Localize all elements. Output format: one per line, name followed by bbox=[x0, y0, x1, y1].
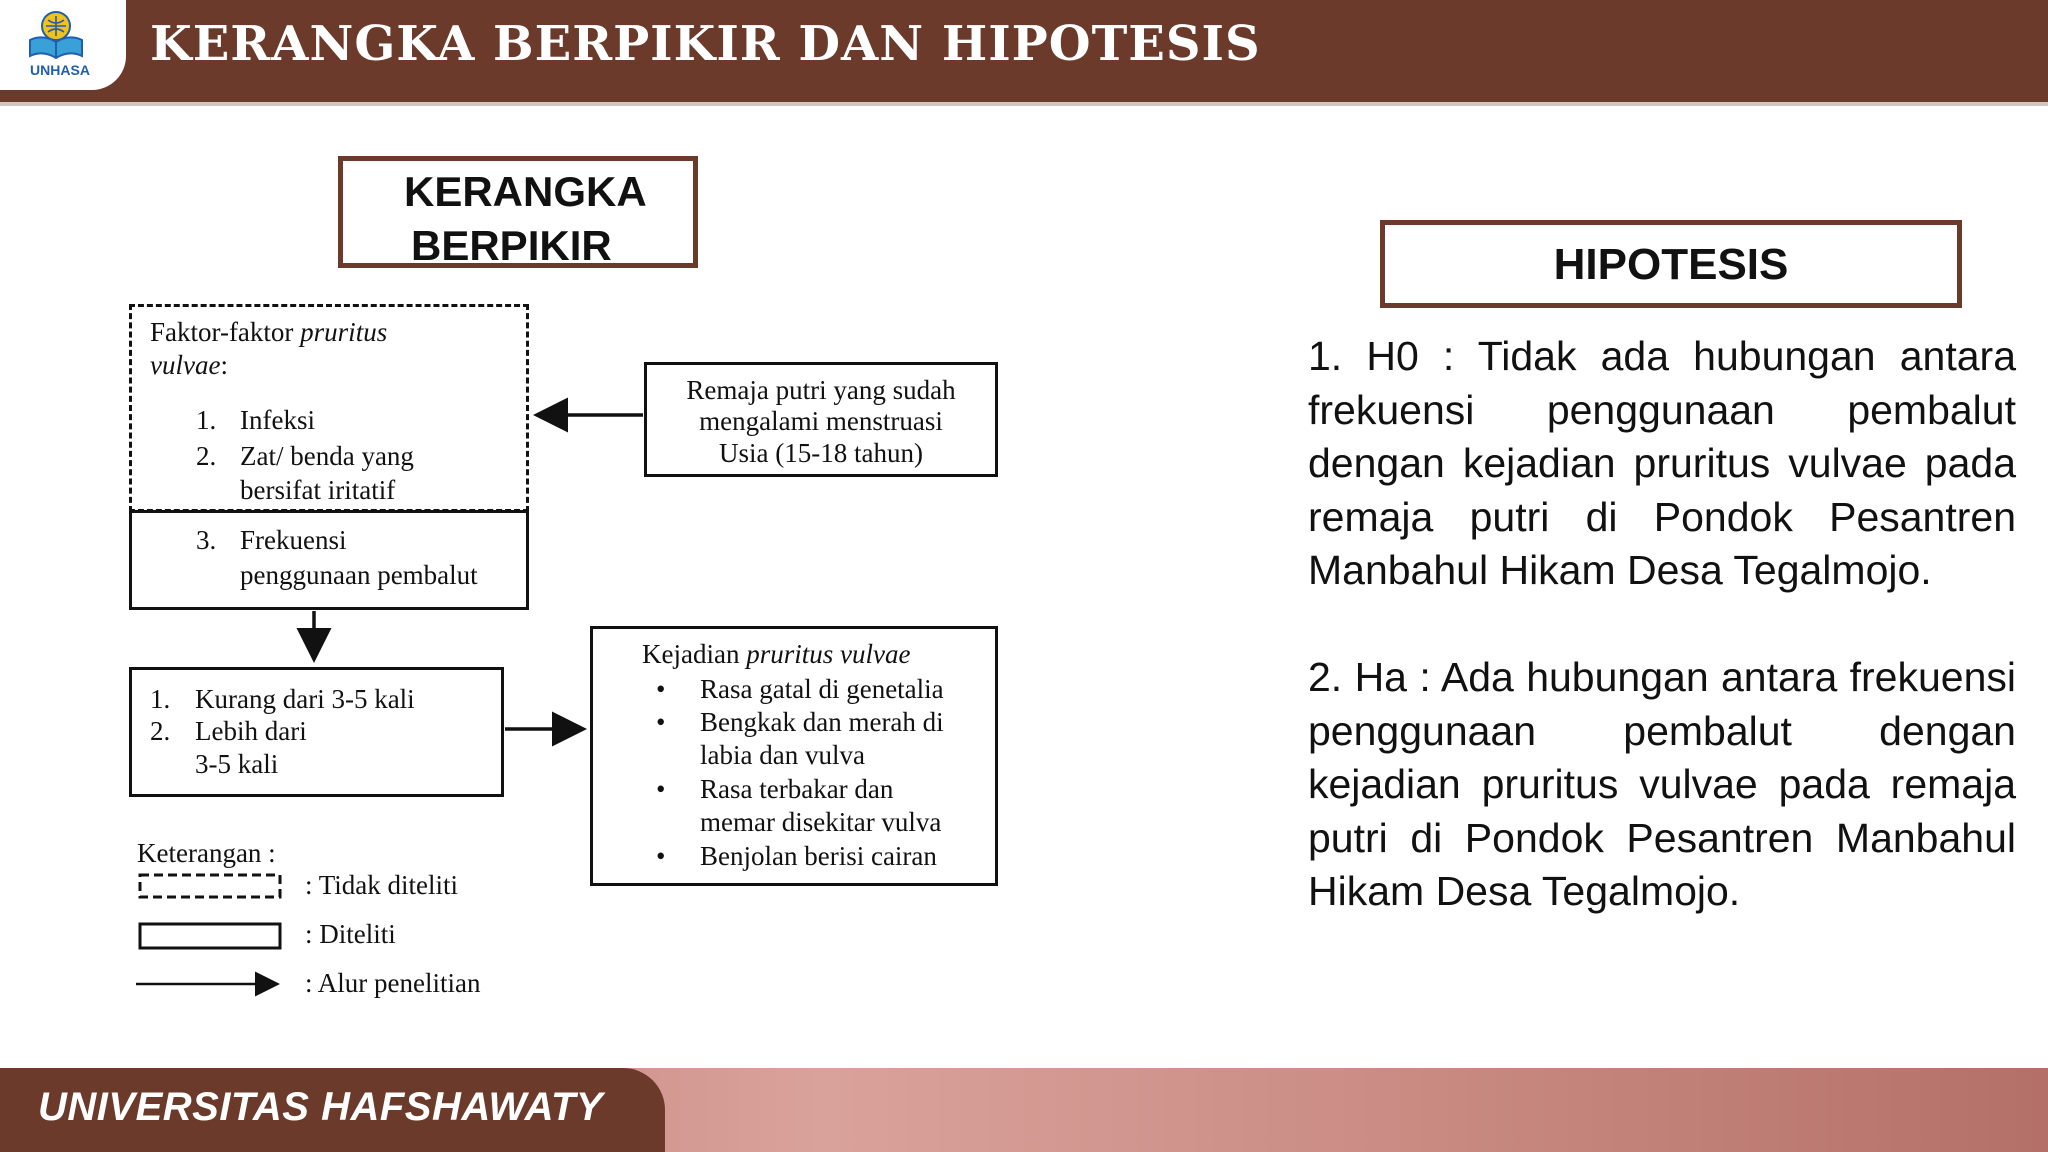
freq1-number: 1. bbox=[150, 684, 171, 714]
remaja-text-line2: mengalami menstruasi bbox=[699, 406, 943, 436]
page-title: KERANGKA BERPIKIR DAN HIPOTESIS bbox=[150, 16, 1261, 72]
legend-arrow-label: : Alur penelitian bbox=[305, 968, 481, 998]
symptom2-text-line2: labia dan vulva bbox=[700, 740, 865, 770]
freq2-text-line1: Lebih dari bbox=[195, 716, 307, 746]
symptom3-text-line1: Rasa terbakar dan bbox=[700, 774, 894, 804]
hypothesis-ha: 2. Ha : Ada hubungan antara frekuensi penggunaan pembalut dengan kejadian pruritus vulvae pada remaja putri di Pondok Pesantren Manbahul Hikam Desa Tegalmojo. bbox=[1308, 654, 2016, 914]
factor2-text-line1: Zat/ benda yang bbox=[240, 441, 414, 471]
factor2-number: 2. bbox=[196, 441, 217, 471]
freq1-text: Kurang dari 3-5 kali bbox=[195, 684, 415, 714]
remaja-text-line1: Remaja putri yang sudah bbox=[686, 375, 956, 405]
legend-solid-label: : Diteliti bbox=[305, 919, 396, 949]
bullet-icon: • bbox=[656, 841, 666, 871]
factor1-number: 1. bbox=[196, 405, 217, 435]
legend-dashed-shape bbox=[140, 875, 280, 897]
bullet-icon: • bbox=[656, 674, 666, 704]
footer-university-name: UNIVERSITAS HAFSHAWATY bbox=[38, 1085, 604, 1129]
kerangka-title-line1: KERANGKA bbox=[404, 168, 647, 215]
factor3-text-line1: Frekuensi bbox=[240, 525, 347, 555]
factor1-text: Infeksi bbox=[240, 405, 315, 435]
bullet-icon: • bbox=[656, 774, 666, 804]
kejadian-heading: Kejadian pruritus vulvae bbox=[642, 639, 911, 669]
remaja-text-line3: Usia (15-18 tahun) bbox=[719, 438, 923, 468]
symptom1-text: Rasa gatal di genetalia bbox=[700, 674, 944, 704]
symptom4-text: Benjolan berisi cairan bbox=[700, 841, 937, 871]
factor3-number: 3. bbox=[196, 525, 217, 555]
kerangka-title-line2: BERPIKIR bbox=[411, 222, 612, 269]
freq2-text-line2: 3-5 kali bbox=[195, 749, 279, 779]
bullet-icon: • bbox=[656, 707, 666, 737]
factor2-text-line2: bersifat iritatif bbox=[240, 475, 396, 505]
factor3-text-line2: penggunaan pembalut bbox=[240, 560, 478, 590]
symptom2-text-line1: Bengkak dan merah di bbox=[700, 707, 944, 737]
legend-solid-shape bbox=[140, 924, 280, 948]
hipotesis-title: HIPOTESIS bbox=[1553, 240, 1789, 289]
legend-title: Keterangan : bbox=[137, 838, 276, 868]
freq2-number: 2. bbox=[150, 716, 171, 746]
symptom3-text-line2: memar disekitar vulva bbox=[700, 807, 942, 837]
legend-dashed-label: : Tidak diteliti bbox=[305, 870, 459, 900]
logo-text: UNHASA bbox=[30, 62, 90, 78]
factors-heading: Faktor-faktor pruritus bbox=[150, 317, 388, 347]
factors-heading-line2: vulvae: bbox=[150, 350, 228, 380]
hypothesis-h0: 1. H0 : Tidak ada hubungan antara frekuensi penggunaan pembalut dengan kejadian pruritus vulvae pada remaja putri di Pondok Pesantren Manbahul Hikam Desa Tegalmojo. bbox=[1308, 333, 2016, 593]
